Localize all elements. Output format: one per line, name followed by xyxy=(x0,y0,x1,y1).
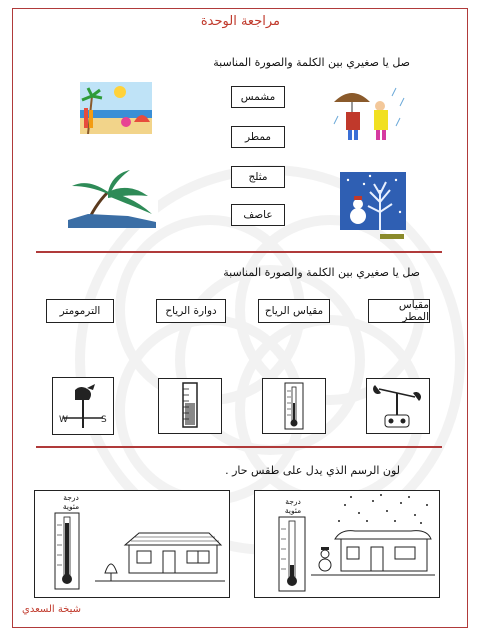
thermometer-label-2: مئوية xyxy=(62,502,80,511)
snowy-snowman-image xyxy=(340,172,406,244)
word-snowy[interactable]: مثلج xyxy=(231,166,285,188)
west-letter: W xyxy=(59,415,68,425)
windy-storm-image xyxy=(66,168,158,228)
page-title: مراجعة الوحدة xyxy=(200,14,280,29)
word-anemometer[interactable]: مقياس الرياح xyxy=(258,299,330,323)
thermometer-label-2: مئوية xyxy=(284,506,302,515)
hot-weather-picture[interactable] xyxy=(34,490,230,598)
sunny-beach-image xyxy=(80,82,152,134)
south-letter: S xyxy=(101,415,107,425)
section1-instruction: صل يا صغيري بين الكلمة والصورة المناسبة xyxy=(213,56,410,69)
word-rain-gauge[interactable]: مقياس المطر xyxy=(368,299,430,323)
rainy-kids-image xyxy=(330,84,412,144)
word-wind-vane[interactable]: دوارة الرياح xyxy=(156,299,226,323)
author-footer: شيخة السعدي xyxy=(22,604,82,615)
thermometer-label-1: درجة xyxy=(63,493,79,502)
word-windy[interactable]: عاصف xyxy=(231,204,285,226)
section2-instruction: صل يا صغيري بين الكلمة والصورة المناسبة xyxy=(223,266,420,279)
thermometer-image xyxy=(262,378,326,434)
thermometer-label-1: درجة xyxy=(285,497,301,506)
word-sunny[interactable]: مشمس xyxy=(231,86,285,108)
anemometer-image xyxy=(366,378,430,434)
rain-gauge-image xyxy=(158,378,222,434)
section3-instruction: لون الرسم الذي يدل على طقس حار . xyxy=(225,464,400,477)
section-divider-2 xyxy=(36,446,442,448)
section-divider-1 xyxy=(36,251,442,253)
cold-weather-picture[interactable] xyxy=(254,490,440,598)
weathervane-image xyxy=(52,377,114,435)
word-thermometer[interactable]: الترمومتر xyxy=(46,299,114,323)
word-rainy[interactable]: ممطر xyxy=(231,126,285,148)
